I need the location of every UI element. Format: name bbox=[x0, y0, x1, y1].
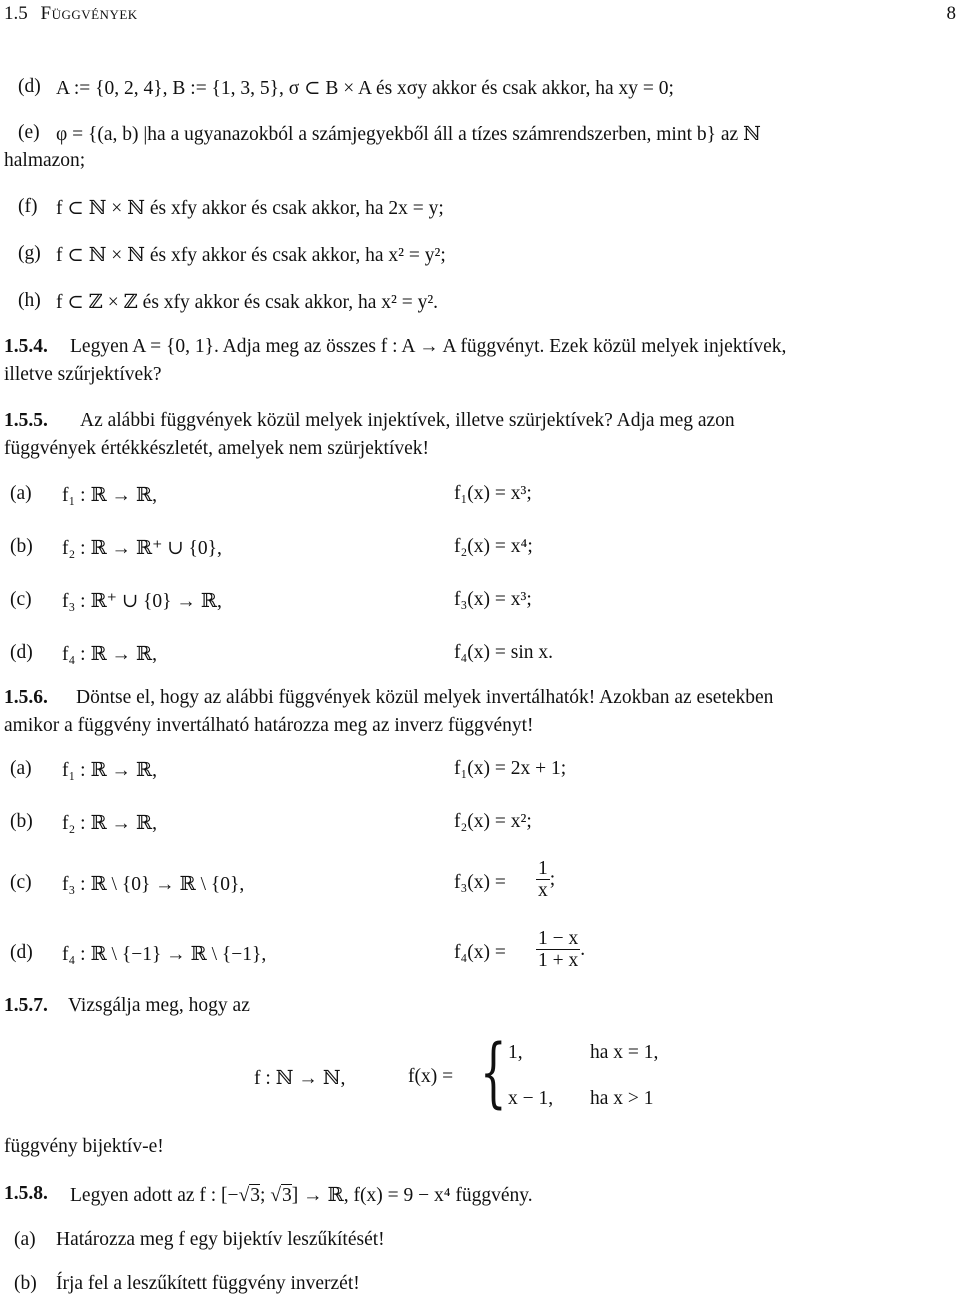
case-row: 1, bbox=[508, 1042, 523, 1063]
exercise-number: 1.5.4. bbox=[4, 336, 48, 357]
page-number: 8 bbox=[946, 3, 956, 24]
fraction-formula: f₄(x) = $\frac{1 - x}{1 + x}$ . bbox=[454, 928, 586, 972]
exercise-number: 1.5.7. bbox=[4, 995, 48, 1016]
fraction-formula: f₃(x) = $\frac{1}{x}$ ; bbox=[454, 858, 556, 902]
section-number: 1.5 bbox=[4, 3, 28, 24]
section-title: Függvények bbox=[40, 3, 138, 24]
sqrt-symbol: √ bbox=[238, 1185, 250, 1206]
case-condition: ha x = 1, bbox=[590, 1042, 659, 1063]
exercise-number: 1.5.6. bbox=[4, 687, 48, 708]
case-row: x − 1, bbox=[508, 1088, 554, 1109]
exercise-number: 1.5.5. bbox=[4, 410, 48, 431]
document-page: 1.5 Függvények 8 (d) A := {0, 2, 4}, B := {1, 3, 5}, σ ⊂ B × A és xσy akkor és csak akkor, ha xy = 0; (e) φ = {(a, b) |ha a ugyanazokból a számjegyekből áll a tízes számrendszerben, mint b} az ℕ halmazon; (f) f ⊂ ℕ × ℕ és xfy akkor és csak akkor, ha 2x = y; (g) f ⊂ ℕ × ℕ és xfy akkor és csak akkor, ha x² = y²; (h) f ⊂ ℤ × ℤ és xfy akkor és csak akkor, ha x² = y². 1.5.4. Legyen A = {0, 1}. Adja meg az összes f : A → A függvényt. Ezek közül melyek injektívek, illetve szűrjektívek? 1.5.5. Az alábbi függvények közül melyek injektívek, illetve szürjektívek? Adja meg azon függvények értékkészletét, amelyek nem szürjektívek! (a) f₁ : ℝ → ℝ, f₁(x) = x³; (b) f₂ : ℝ → ℝ⁺ ∪ {0}, f₂(x) = x⁴; (c) f₃ : ℝ⁺ ∪ {0} → ℝ, f₃(x) = x³; (d) f₄ : ℝ → ℝ, f₄(x) = sin x. 1.5.6. Döntse el, hogy az alábbi függvények közül melyek invertálhatók! Azokban az esetekben amikor a függvény invertálható határozza meg az inverz függvényt! (a) f₁ : ℝ → ℝ, f₁(x) = 2x + 1; (b) f₂ : ℝ → ℝ, f₂(x) = x²; (c) f₃ : ℝ \ {0} → ℝ \ {0}, f₃(x) = $\frac{1}{x}$ ; (d) f₄ : ℝ \ {−1} → ℝ \ {−1}, f₄(x) = $\frac{1 - x}{1 + x}$ . 1.5.7. Vizsgálja meg, hogy az f : ℕ → ℕ, f(x) = { 1, ha x = 1, x − 1, ha x > 1 függvény bijektív-e! 1.5.8. Legyen adott az f : [−√3; √3] → ℝ, f(x) = 9 − x⁴ függvény. (a) Határozza meg f egy bijektív leszűkítését! (b) Írja fel a leszűkített függvény inverzét! bbox=[0, 0, 960, 1299]
left-brace: { bbox=[480, 1027, 507, 1116]
exercise-number: 1.5.8. bbox=[4, 1183, 48, 1204]
running-header bbox=[0, 3, 960, 27]
sqrt-symbol: √ bbox=[270, 1185, 282, 1206]
case-condition: ha x > 1 bbox=[590, 1088, 654, 1109]
